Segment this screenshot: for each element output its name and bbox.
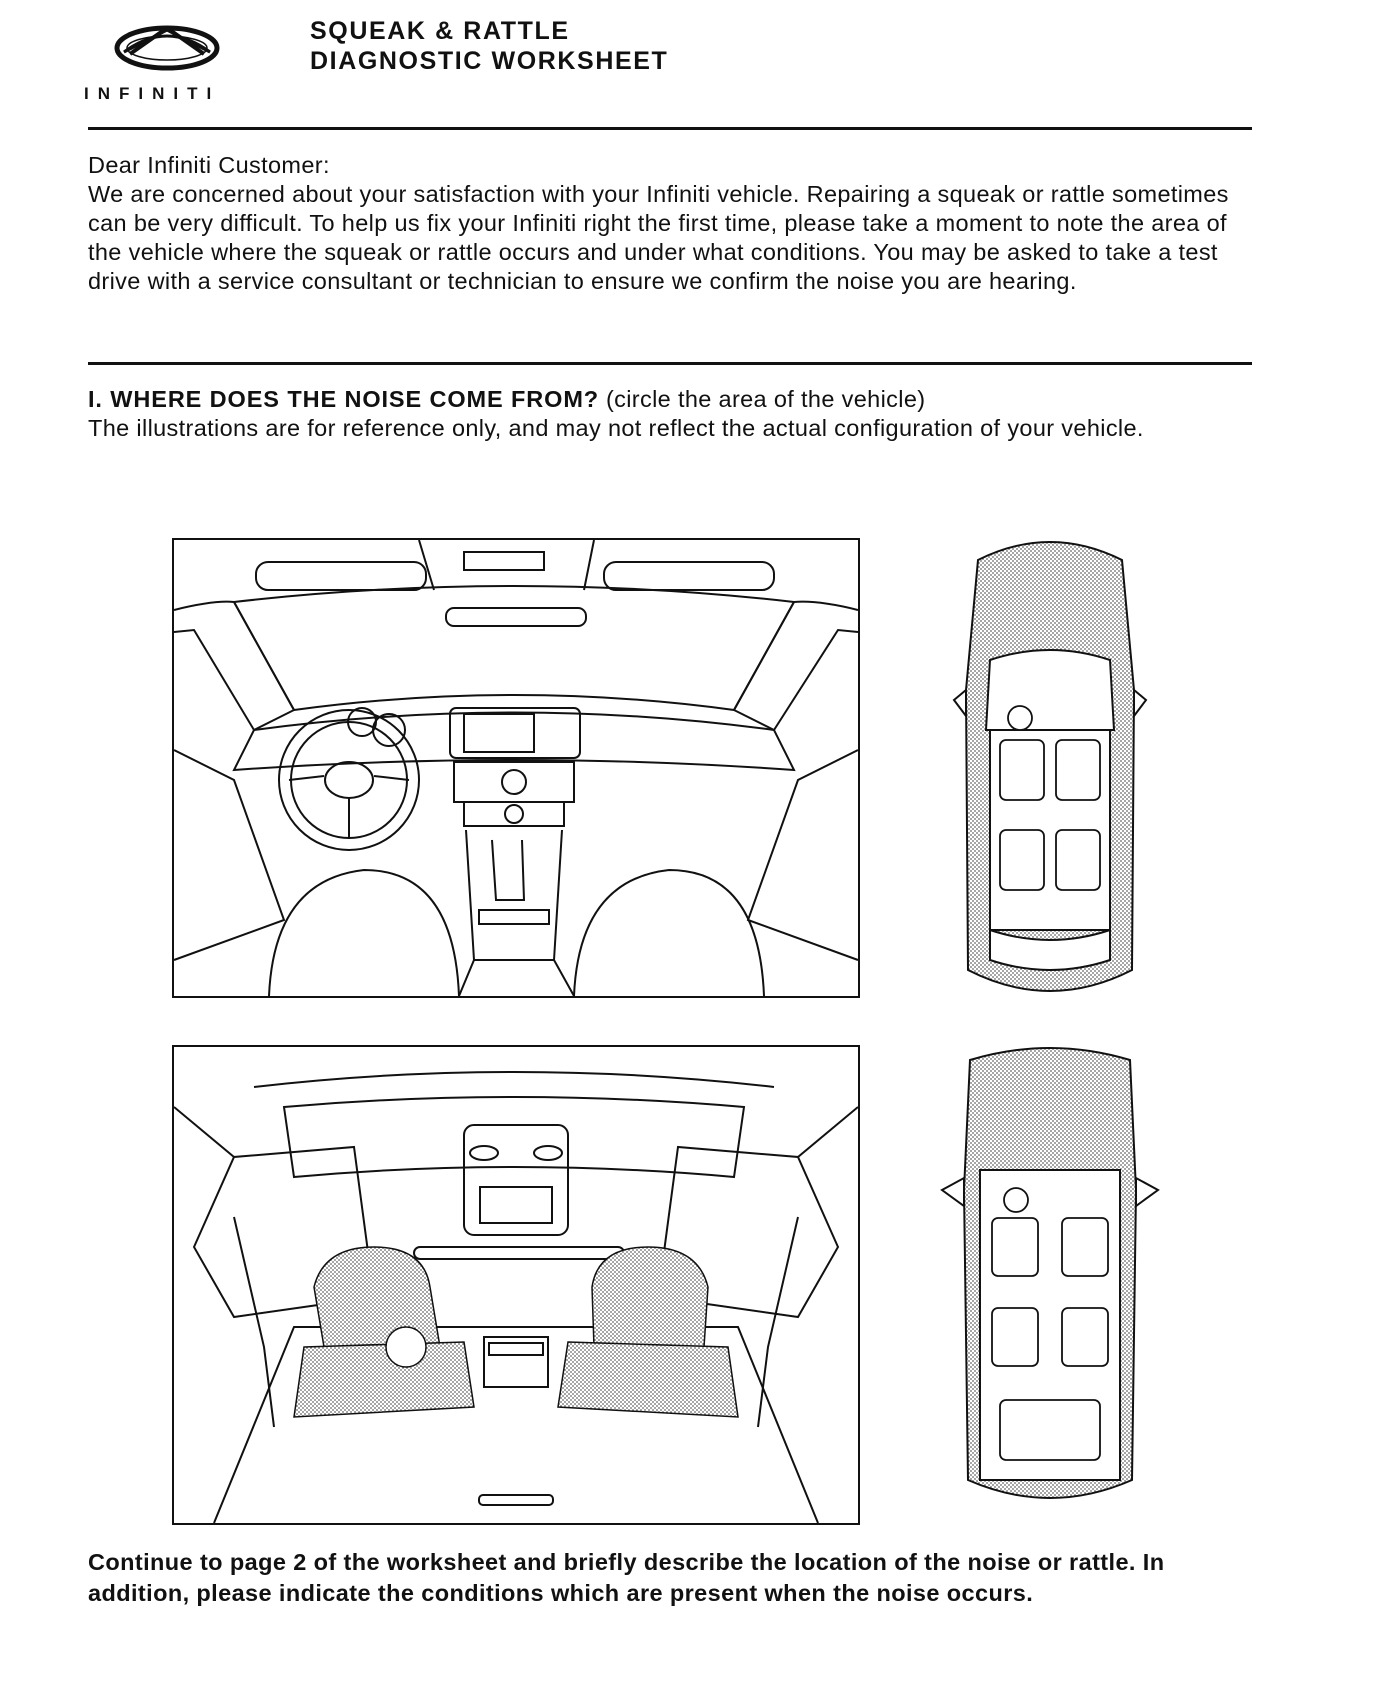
section-disclaimer: The illustrations are for reference only, and may not reflect the actual configuration of your vehicle.: [88, 415, 1144, 441]
rear-cabin-drawing: [174, 1047, 858, 1523]
intro-paragraph: [88, 151, 1258, 296]
title-line-1: SQUEAK & RATTLE: [310, 17, 570, 45]
infiniti-emblem-icon: [112, 22, 222, 80]
sedan-top-view-drawing: [950, 530, 1150, 1004]
section-heading-note: (circle the area of the vehicle): [599, 386, 926, 412]
suv-top-view-drawing: [940, 1040, 1160, 1510]
suv-top-view-illustration[interactable]: [940, 1040, 1160, 1510]
section-heading: I. WHERE DOES THE NOISE COME FROM?: [88, 386, 600, 412]
infiniti-logo: [84, 22, 254, 112]
header-divider: [88, 127, 1252, 130]
front-cabin-drawing: [174, 540, 858, 996]
title-line-2: DIAGNOSTIC WORKSHEET: [310, 47, 669, 75]
brand-wordmark: INFINITI: [84, 84, 221, 103]
section-heading-line: [88, 385, 1258, 414]
section-divider: [88, 362, 1252, 365]
section-noise-location: [88, 385, 1258, 443]
worksheet-title: [310, 16, 668, 76]
salutation: Dear Infiniti Customer:: [88, 152, 330, 178]
rear-cabin-illustration[interactable]: [172, 1045, 860, 1525]
continue-instructions: Continue to page 2 of the worksheet and briefly describe the location of the noise or rattle. In addition, please indicate the conditions which are present when the noise occurs.: [88, 1549, 1165, 1606]
front-cabin-illustration[interactable]: [172, 538, 860, 998]
sedan-top-view-illustration[interactable]: [950, 530, 1150, 1004]
intro-body: We are concerned about your satisfaction with your Infiniti vehicle. Repairing a squeak or rattle sometimes can be very difficult. To help us fix your Infiniti right the first time, please take a moment to note the area of the vehicle where the squeak or rattle occurs and under what conditions. You may be asked to take a test drive with a service consultant or technician to ensure we confirm the noise you are hearing.: [88, 181, 1229, 294]
